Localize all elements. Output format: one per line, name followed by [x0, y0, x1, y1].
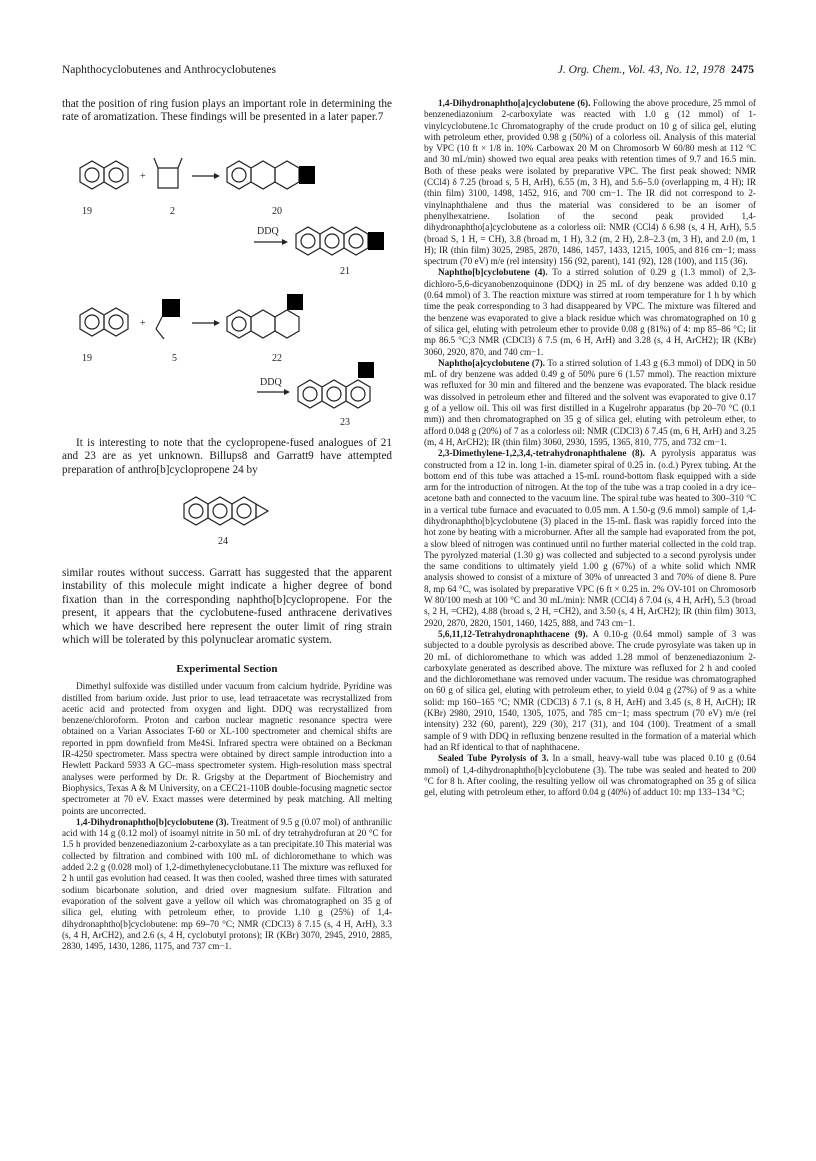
procedure-4: Naphtho[b]cyclobutene (4). To a stirred solution of 0.29 g (1.3 mmol) of 2,3-dichloro-5,6-dicyanobenzoquinone (DDQ) in 25 mL of dry benzene was added 0.10 g (0.64 mmol) of 3. The reaction mixture was stirred at room temperature for 1 h by which time the peak corresponding to 3 had disappeared by VPC. The mixture was filtered and the benzene was evaporated to give a black residue which was chromatographed on 10 g of silica gel, eluting with petroleum ether to provide 0.08 g (81%) of 4: mp 85–86 °C; lit mp 86.5 °C;3 NMR (CDCl3) δ 7.5 (m, 6 H, ArH) and 3.28 (s, 4 H, ArCH2); IR (KBr) 3060, 2920, 870, and 740 cm−1.: [424, 267, 756, 357]
anthrocyclobutene-21-structure: [296, 227, 384, 255]
label-19b: 19: [82, 353, 92, 364]
scheme-2-structures: [62, 285, 392, 428]
intro-paragraph: that the position of ring fusion plays an important role in determining the rate of aromatization. These findings will be presented in a later paper.7: [62, 98, 392, 124]
general-methods: Dimethyl sulfoxide was distilled under vacuum from calcium hydride. Pyridine was distilled from barium oxide. Just prior to use, lead tetraacetate was recrystallized from acetic acid and protected from oxygen and light. DDQ was recrystallized from benzene/chloroform. Proton and carbon nuclear magnetic resonance spectra were obtained on a Varian Associates T-60 or XL-100 spectrometer and chemical shifts are reported in ppm downfield from Me4Si. Infrared spectra were obtained on a Beckman IR-4250 spectrometer. Mass spectra were obtained by direct sample introduction into a Hewlett Packard 5933 A GC–mass spectrometer system. High-resolution mass spectral analyses were performed by Dr. R. Grigsby at the Department of Biochemistry and Biophysics, Texas A & M University, on a CEC21-110B double-focusing magnetic sector spectrometer at 70 eV. Exact masses were determined by peak matching. All melting points are uncorrected.: [62, 681, 392, 816]
procedure-3: 1,4-Dihydronaphtho[b]cyclobutene (3). Treatment of 9.5 g (0.07 mol) of anthranilic acid with 14 g (0.12 mol) of isoamyl nitrite in 50 mL of dry tetrahydrofuran at 20 °C for 1.5 h provided benzenediazonium 2-carboxylate as a tan precipitate.10 This material was collected by filtration and combined with 100 mL of dichloromethane to which was added 2.2 g (0.028 mol) of 1,2-dimethylenecyclobutane.11 The mixture was refluxed for 2 h until gas evolution had ceased. It was then cooled, washed three times with saturated sodium bicarbonate solution, and dried over magnesium sulfate. Filtration and evaporation of the solvent gave a yellow oil which was chromatographed on 35 g of silica gel, eluting with petroleum ether, to provide 1.10 g (25%) of 1,4-dihydronaphtho[b]cyclobutene: mp 69–70 °C; NMR (CDCl3) δ 7.15 (s, 4 H, ArH), 3.3 (s, 4 H, ArCH2), and 2.6 (s, 4 H, cyclobutyl protons); IR (KBr) 3070, 2945, 2910, 2885, 2830, 1495, 1430, 1286, 1175, and 737 cm−1.: [62, 816, 392, 952]
label-19: 19: [82, 206, 92, 217]
procedure-sealed-tube: Sealed Tube Pyrolysis of 3. In a small, heavy-wall tube was placed 0.10 g (0.64 mmol) of 1,4-dihydronaphtho[b]cyclobutene (3). The tube was sealed and heated to 200 °C for 8 h. After cooling, the resulting yellow oil was chromatographed on 35 g of silica gel, eluting with petroleum ether, to afford 0.04 g (40%) of adduct 10: mp 133–134 °C;: [424, 753, 756, 798]
page-number: 2475: [731, 64, 754, 76]
scheme-1-structures: [62, 148, 392, 278]
discussion-paragraph-1: It is interesting to note that the cyclopropene-fused analogues of 21 and 23 are as yet unknown. Billups8 and Garratt9 have attempted preparation of anthro[b]cyclopropene 24 by: [62, 437, 392, 476]
anthrocyclopropene-24-structure: [176, 492, 286, 552]
anthrocyclobutene-23-structure: [298, 362, 374, 408]
label-23: 23: [340, 417, 350, 428]
ddq-label-2: DDQ: [260, 377, 282, 388]
discussion-paragraph-2: similar routes without success. Garratt has suggested that the apparent instability of this molecule might indicate a higher degree of bond fixation than in the corresponding naphtho[b]cyclopropene. For the present, it appears that the cyclobutene-fused anthracene derivatives which we have described here represent the outer limit of ring strain which will be tolerated by this polynuclear aromatic system.: [62, 567, 392, 647]
svg-text:+: +: [140, 171, 146, 182]
svg-text:+: +: [140, 318, 146, 329]
label-20: 20: [272, 206, 282, 217]
label-21: 21: [340, 266, 350, 277]
naphthalene-19b-structure: [80, 308, 128, 336]
tetrahydroanthracene-20-structure: [227, 161, 315, 189]
label-24: 24: [218, 536, 228, 547]
right-column-text: [424, 98, 756, 798]
procedure-8: 2,3-Dimethylene-1,2,3,4,-tetrahydronaphthalene (8). A pyrolysis apparatus was constructed from a 12 in. long 1-in. diameter spiral of 0.25 in. (o.d.) Pyrex tubing. At the bottom end of this tube was attached a 15-mL round-bottom flask equipped with a side arm for the introduction of nitrogen. At the top of the tube was a trap cooled in a dry ice–acetone bath and connected to the vacuum line. The spiral tube was heated to 300–310 °C in a vertical tube furnace and evacuated to 0.05 mm. A 1.50-g (9.6 mmol) sample of 1,4-dihydronaphtho[b]cyclobutene (3) placed in the 15-mL flask was rapidly forced into the hot zone by heating with a microburner. After all the sample had evaporated from the pot, a slow bleed of nitrogen was continued until no further material collected in the cold trap. The pyrolyzed material (1.30 g) was collected and subjected to a second pyrolysis under the same conditions to ultimately yield 1.00 g (67%) of a white solid which NMR analysis showed to consist of a mixture of 30% of unreacted 3 and 70% of diene 8. Pure 8, mp 64 °C, was isolated by preparative VPC (6 ft × 0.25 in. 2% OV-101 on Chromosorb W 80/100 mesh at 100 °C and 30 mL/min): NMR (CCl4) δ 7.04 (s, 4 H, ArH), 5.3 (broad s, 2 H, =CH2), 4.88 (broad s, 2 H, =CH2), and 3.50 (s, 4 H, ArCH2); IR (thin film) 3013, 2920, 2870, 2820, 1501, 1460, 1425, 888, and 743 cm−1.: [424, 448, 756, 628]
dimethylenecyclobutane-2-structure: [154, 158, 182, 188]
procedure-7: Naphtho[a]cyclobutene (7). To a stirred solution of 1.43 g (6.3 mmol) of DDQ in 50 mL of dry benzene was added 0.49 g of 50% pure 6 (1.57 mmol). The reaction mixture was refluxed for 30 min and filtered and the benzene was evaporated. The black residue was dissolved in petroleum ether and filtered and the solvent was evaporated to give 0.17 g of a yellow oil. This oil was first distilled in a Kugelrohr apparatus (bp 20–70 °C (0.1 mm)) and then chromatographed on 35 g of silica gel, eluting with petroleum ether, to afford 0.048 g (20%) of 7 as a colorless oil: NMR (CDCl3) δ 7.45 (m, 6 H, ArH) and 3.25 (m, 4 H, ArCH2); IR (thin film) 3060, 2930, 1595, 1365, 810, 775, and 732 cm−1.: [424, 357, 756, 447]
procedure-6: 1,4-Dihydronaphtho[a]cyclobutene (6). Following the above procedure, 25 mmol of benzenediazonium 2-carboxylate was reacted with 1.0 g (12 mmol) of 1-vinylcyclobutene.1c Chromatography of the crude product on 10 g of silica gel, eluting with petroleum ether, provided 0.98 g (50%) of a colorless oil. Analysis of this material by VPC (10 ft × 1/8 in. 10% Carbowax 20 M on Chromosorb W 60/80 mesh at 112 °C and 30 mL/min) showed two equal area peaks with retention times of 9.7 and 16.5 min. Both of these peaks were isolated by preparative VPC. The first peak showed: NMR (CCl4) δ 7.25 (broad s, 5 H, ArH), 6.55 (m, 3 H), and 5.6–5.0 (overlapping m, 4 H); IR (thin film) 3100, 1498, 1452, 916, and 700 cm−1. The IR did not correspond to 2-vinylnaphthalene and thus the material was considered to be an isomer of phenylhexatriene. Isolation of the second peak provided 1,4-dihydronaphtho[a]cyclobutene as a colorless oil: NMR (CCl4) δ 6.98 (s, 4 H, ArH), 5.5 (broad S, 1 H, = CH), 3.8 (broad m, 1 H), 3.2 (m, 2 H), 2.8–2.3 (m, 3 H), and 2.0 (m, 1 H); IR (thin film) 3025, 2985, 2870, 1486, 1457, 1433, 1215, 1005, and 816 cm−1; mass spectrum (70 eV) m/e (rel intensity) 156 (92, parent), 141 (92), 128 (100), and 115 (36).: [424, 98, 756, 267]
label-5: 5: [172, 353, 177, 364]
journal-citation: J. Org. Chem., Vol. 43, No. 12, 1978 2475: [557, 64, 754, 76]
running-header: Naphthocyclobutenes and Anthrocyclobutenes: [62, 64, 276, 76]
procedure-9: 5,6,11,12-Tetrahydronaphthacene (9). A 0.10-g (0.64 mmol) sample of 3 was subjected to a double pyrolysis as described above. The crude pyrosylate was taken up in 20 mL of dichloromethane to which was added 1.28 mmol of benzenediazonium 2-carboxylate generated as described above. The mixture was refluxed for 2 h and cooled and the dichloromethane was removed under vacuum. The residue was chromatographed on 60 g of silica gel, eluting with petroleum ether, to yield 0.04 g (27%) of 9 as a white solid: mp 160–165 °C; NMR (CDCl3) δ 7.1 (s, 8 H, ArH) and 3.45 (s, 8 H, ArCH); IR (KBr) 2980, 2910, 1540, 1305, 1075, and 785 cm−1; mass spectrum (70 eV) m/e (rel intensity) 232 (60, parent), 229 (30), 217 (31), and 104 (100). Treatment of a small sample of 9 with DDQ in refluxing benzene resulted in the formation of a material which had an Rf identical to that of naphthacene.: [424, 628, 756, 752]
vinylcyclobutene-5-structure: [156, 299, 180, 339]
label-2: 2: [170, 206, 175, 217]
ddq-label-1: DDQ: [257, 226, 279, 237]
label-22: 22: [272, 353, 282, 364]
tetrahydro-22-structure: [227, 294, 303, 338]
naphthalene-19-structure: [80, 161, 128, 189]
section-title: Experimental Section: [176, 663, 278, 675]
experimental-section: [62, 652, 392, 952]
